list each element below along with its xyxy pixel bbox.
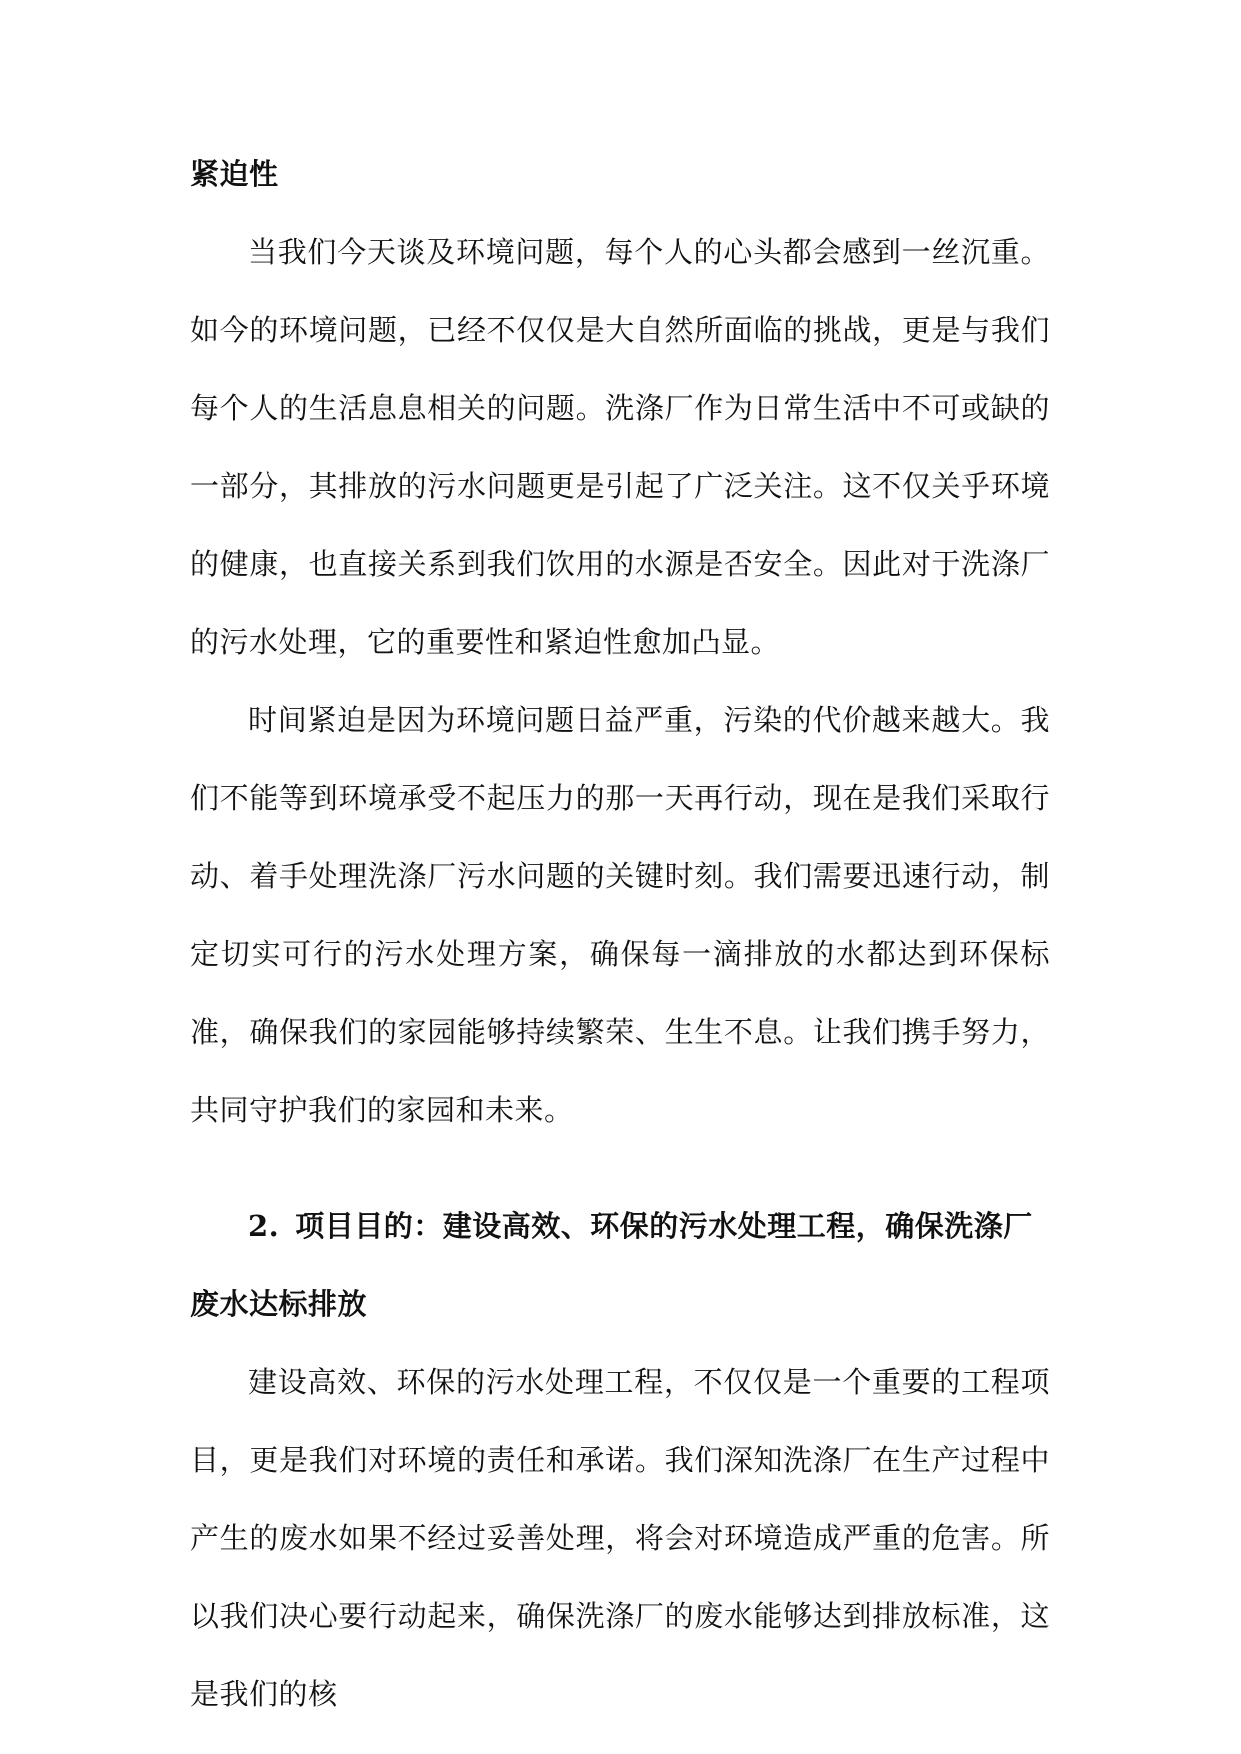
document-body (190, 135, 1050, 1733)
section-2-title-text: 项目目的：建设高效、环保的污水处理工程，确保洗涤厂废水达标排放 (190, 1209, 1033, 1321)
paragraph-time-urgency: 时间紧迫是因为环境问题日益严重，污染的代价越来越大。我们不能等到环境承受不起压力的那一天再行动，现在是我们采取行动、着手处理洗涤厂污水问题的关键时刻。我们需要迅速行动，制定切实可行的污水处理方案，确保每一滴排放的水都达到环保标准，确保我们的家园能够持续繁荣、生生不息。让我们携手努力，共同守护我们的家园和未来。 (190, 703, 1050, 1127)
paragraph-project-purpose: 建设高效、环保的污水处理工程，不仅仅是一个重要的工程项目，更是我们对环境的责任和承诺。我们深知洗涤厂在生产过程中产生的废水如果不经过妥善处理，将会对环境造成严重的危害。所以我们决心要行动起来，确保洗涤厂的废水能够达到排放标准，这是我们的核 (190, 1365, 1050, 1711)
section-heading-continuation: 紧迫性 (190, 157, 279, 191)
paragraph-environment-issues: 当我们今天谈及环境问题，每个人的心头都会感到一丝沉重。如今的环境问题，已经不仅仅是大自然所面临的挑战，更是与我们每个人的生活息息相关的问题。洗涤厂作为日常生活中不可或缺的一部分，其排放的污水问题更是引起了广泛关注。这不仅关乎环境的健康，也直接关系到我们饮用的水源是否安全。因此对于洗涤厂的污水处理，它的重要性和紧迫性愈加凸显。 (190, 235, 1050, 659)
section-2-title (190, 1187, 1050, 1343)
section-2-number: 2. (248, 1209, 280, 1243)
